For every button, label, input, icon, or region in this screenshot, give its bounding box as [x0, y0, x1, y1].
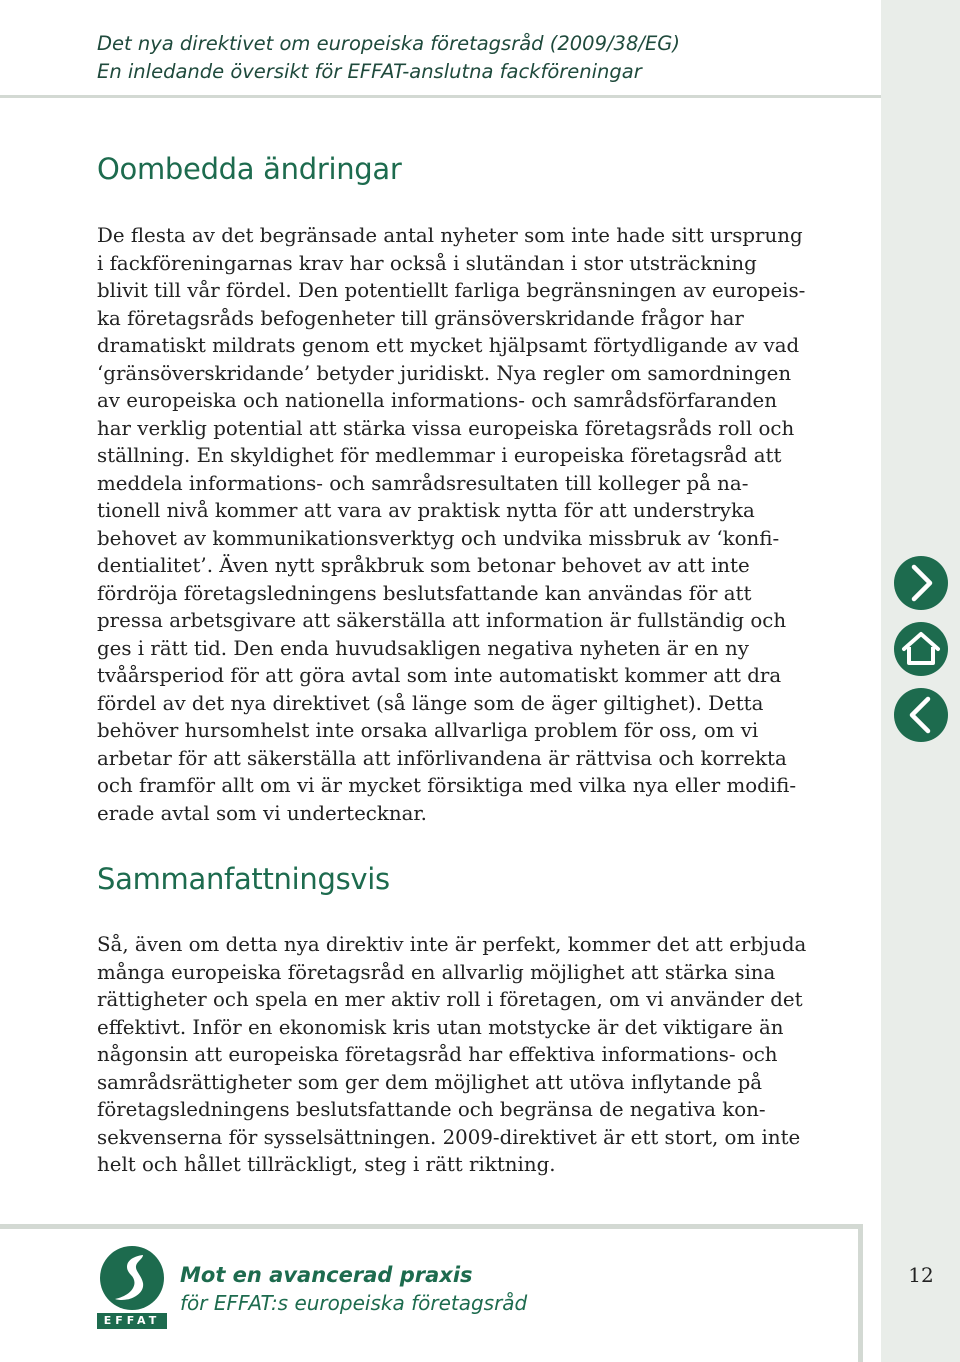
footer-divider-vertical: [858, 1224, 863, 1362]
effat-logo: [97, 1245, 169, 1329]
text-line: samrådsrättigheter som ger dem möjlighet att utöva inflytande på: [97, 1070, 763, 1094]
next-page-button[interactable]: [894, 556, 948, 610]
text-line: arbetar för att säkerställa att införlivandena är rättvisa och korrekta: [97, 746, 787, 770]
effat-logo-icon: [97, 1245, 167, 1311]
text-line: dentialitet’. Även nytt språkbruk som betonar behovet av att inte: [97, 554, 750, 577]
footer-subtitle: för EFFAT:s europeiska företagsråd: [180, 1291, 528, 1315]
text-line: fördel av det nya direktivet (så länge som de äger giltighet). Detta: [97, 691, 764, 715]
text-line: effektivt. Inför en ekonomisk kris utan motstycke är det viktigare än: [97, 1015, 784, 1039]
text-line: ställning. En skyldighet för medlemmar i europeiska företagsråd att: [97, 444, 782, 467]
document-title: Det nya direktivet om europeiska företagsråd (2009/38/EG): [97, 32, 680, 55]
section-heading-oombedda: Oombedda ändringar: [97, 152, 402, 186]
text-line: tionell nivå kommer att vara av praktisk nytta för att understryka: [97, 499, 755, 522]
text-line: i fackföreningarnas krav har också i slutändan i stor utsträckning: [97, 251, 757, 275]
text-line: dramatiskt mildrats genom ett mycket hjälpsamt förtydligande av vad: [97, 334, 800, 357]
text-line: sekvenserna för sysselsättningen. 2009-direktivet är ett stort, om inte: [97, 1125, 801, 1149]
home-button[interactable]: [894, 622, 948, 676]
text-line: Så, även om detta nya direktiv inte är perfekt, kommer det att erbjuda: [97, 933, 807, 956]
text-line: pressa arbetsgivare att säkerställa att information är fullständig och: [97, 609, 787, 632]
text-line: tvåårsperiod för att göra avtal som inte automatiskt kommer att dra: [97, 664, 782, 687]
text-line: ‘gränsöverskridande’ betyder juridiskt. Nya regler om samordningen: [97, 361, 792, 385]
header-divider: [0, 95, 881, 98]
text-line: De flesta av det begränsade antal nyheter som inte hade sitt ursprung: [97, 224, 803, 247]
section-heading-sammanfattning: Sammanfattningsvis: [97, 862, 390, 896]
text-line: behovet av kommunikationsverktyg och undvika missbruk av ‘konfi-: [97, 526, 780, 550]
footer-title: Mot en avancerad praxis: [180, 1263, 473, 1287]
footer-divider: [0, 1224, 863, 1229]
text-line: meddela informations- och samrådsresultaten till kolleger på na-: [97, 471, 749, 495]
text-line: har verklig potential att stärka vissa europeiska företagsråds roll och: [97, 416, 795, 440]
text-line: företagsledningens beslutsfattande och begränsa de negativa kon-: [97, 1098, 766, 1121]
text-line: ges i rätt tid. Den enda huvudsakligen negativa nyheten är en ny: [97, 636, 749, 660]
logo-text: EFFAT: [97, 1313, 167, 1329]
section-body-sammanfattning: [97, 931, 867, 1179]
text-line: behöver hursomhelst inte orsaka allvarliga problem för oss, om vi: [97, 719, 759, 742]
text-line: ka företagsråds befogenheter till gränsöverskridande frågor har: [97, 306, 744, 330]
text-line: fördröja företagsledningens beslutsfattande kan användas för att: [97, 581, 752, 605]
text-line: någonsin att europeiska företagsråd har effektiva informations- och: [97, 1043, 778, 1066]
chevron-left-icon: [894, 688, 948, 742]
text-line: många europeiska företagsråd en allvarlig möjlighet att stärka sina: [97, 960, 776, 984]
text-line: rättigheter och spela en mer aktiv roll i företagen, om vi använder det: [97, 988, 803, 1011]
text-line: helt och hållet tillräckligt, steg i rätt riktning.: [97, 1153, 556, 1176]
page-number: 12: [908, 1263, 934, 1287]
previous-page-button[interactable]: [894, 688, 948, 742]
text-line: och framför allt om vi är mycket försiktiga med vilka nya eller modifi-: [97, 774, 797, 797]
text-line: av europeiska och nationella informations- och samrådsförfaranden: [97, 389, 777, 412]
section-body-oombedda: [97, 222, 867, 827]
text-line: blivit till vår fördel. Den potentiellt farliga begränsningen av europeis-: [97, 279, 806, 302]
right-sidebar: [881, 0, 960, 1362]
text-line: erade avtal som vi undertecknar.: [97, 801, 427, 825]
home-icon: [894, 622, 948, 676]
chevron-right-icon: [894, 556, 948, 610]
document-subtitle: En inledande översikt för EFFAT-anslutna fackföreningar: [97, 60, 642, 83]
